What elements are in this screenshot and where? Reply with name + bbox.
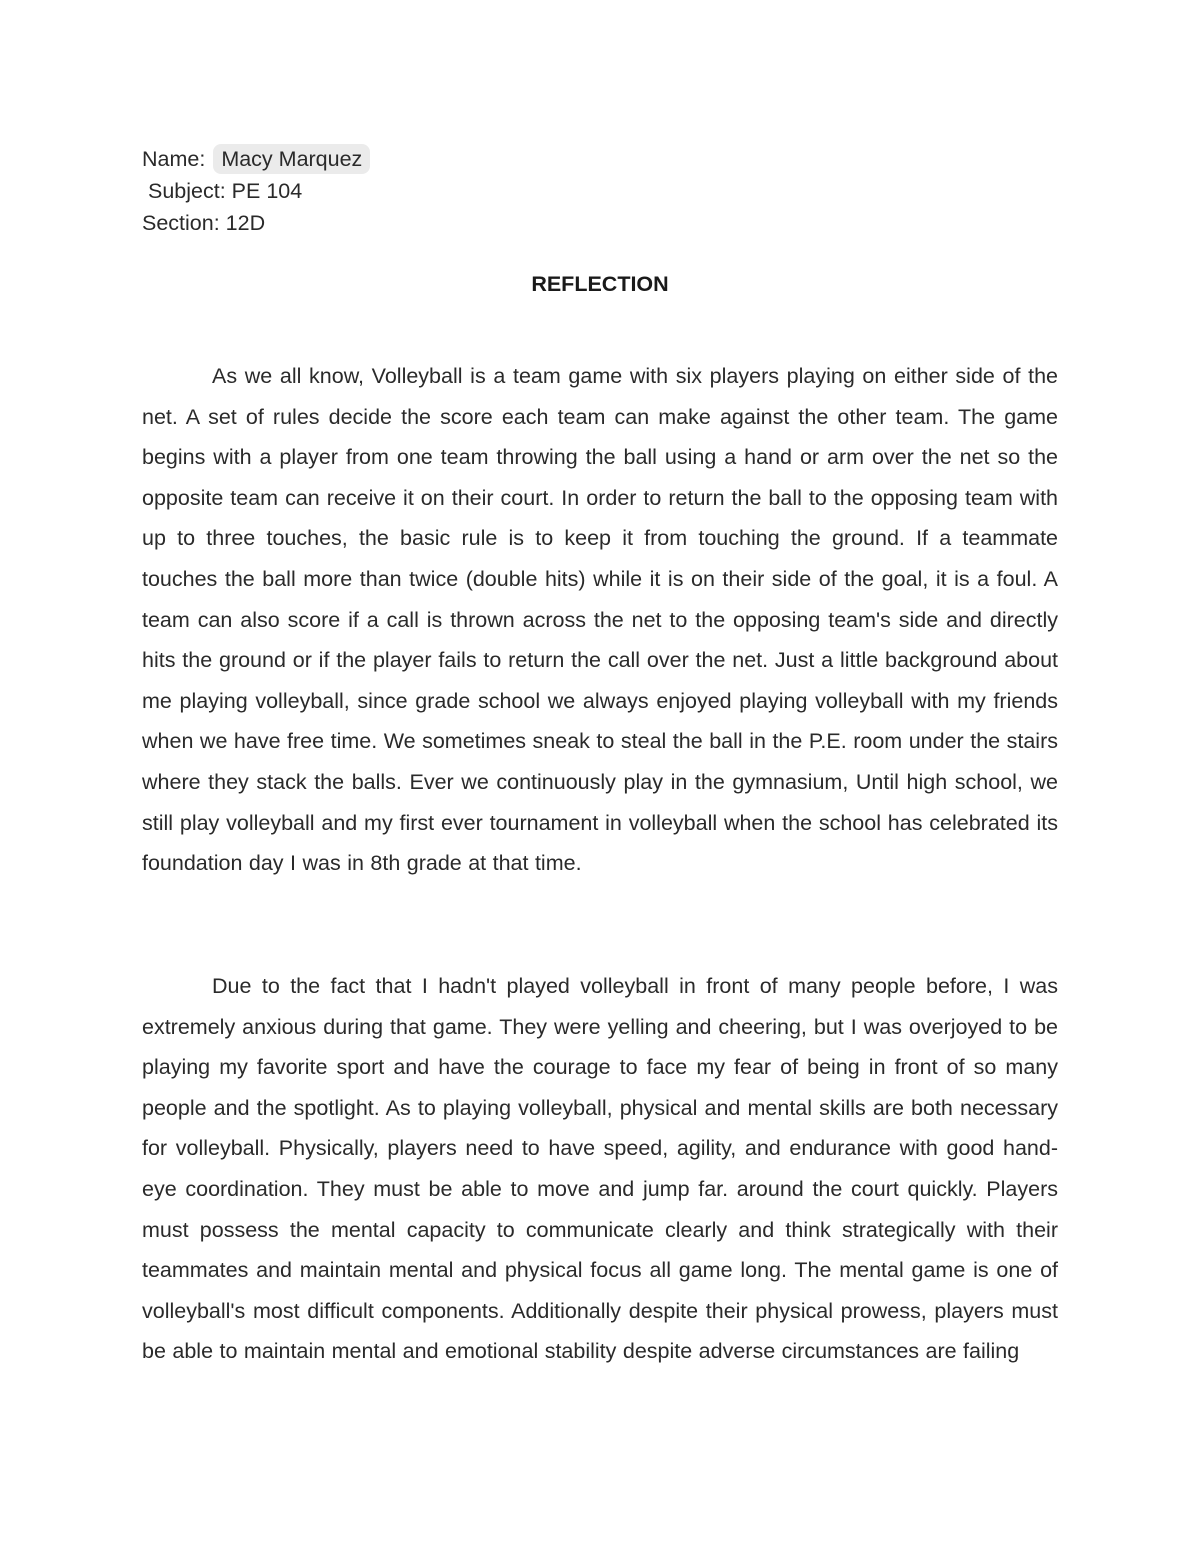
name-label: Name: — [142, 147, 206, 171]
paragraph-2: Due to the fact that I hadn't played volleyball in front of many people before, I was extremely anxious during that game. They were yelling and cheering, but I was overjoyed to be playing my favorite sport and have the courage to face my fear of being in front of so many people and the spotlight. As to playing volleyball, physical and mental skills are both necessary for volleyball. Physically, players need to have speed, agility, and endurance with good hand-eye coordination. They must be able to move and jump far. around the court quickly. Players must possess the mental capacity to communicate clearly and think strategically with their teammates and maintain mental and physical focus all game long. The mental game is one of volleyball's most difficult components. Additionally despite their physical prowess, players must be able to maintain mental and emotional stability despite adverse circumstances are failing — [142, 974, 1058, 1364]
subject-line: Subject: PE 104 — [148, 179, 303, 203]
document-title: REFLECTION — [531, 272, 669, 296]
name-value: Macy Marquez — [213, 144, 370, 174]
paragraph-1: As we all know, Volleyball is a team game with six players playing on either side of the net. A set of rules decide the score each team can make against the other team. The game begins with a player from one team throwing the ball using a hand or arm over the net so the opposite team can receive it on their court. In order to return the ball to the opposing team with up to three touches, the basic rule is to keep it from touching the ground. If a teammate touches the ball more than twice (double hits) while it is on their side of the goal, it is a foul. A team can also score if a call is thrown across the net to the opposing team's side and directly hits the ground or if the player fails to return the call over the net. Just a little background about me playing volleyball, since grade school we always enjoyed playing volleyball with my friends when we have free time. We sometimes sneak to steal the ball in the P.E. room under the stairs where they stack the balls. Ever we continuously play in the gymnasium, Until high school, we still play volleyball and my first ever tournament in volleyball when the school has celebrated its foundation day I was in 8th grade at that time. — [142, 364, 1058, 876]
name-line — [142, 143, 370, 175]
student-info-block — [142, 143, 370, 239]
section-line: Section: 12D — [142, 211, 266, 235]
